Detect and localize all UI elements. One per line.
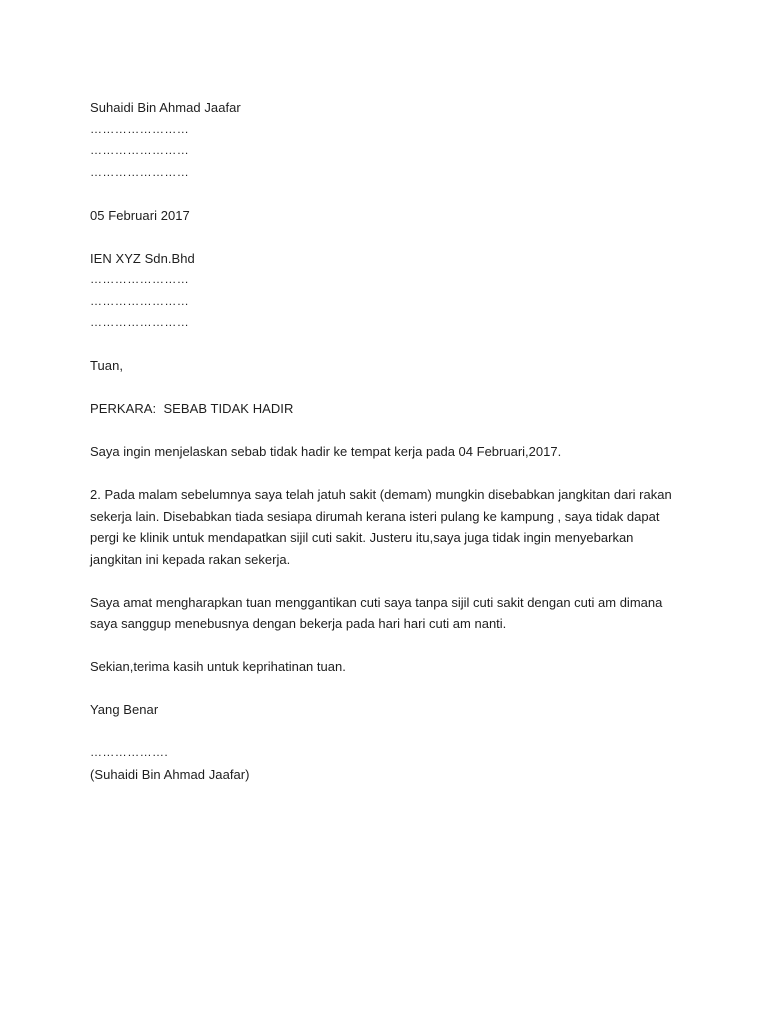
recipient-company: IEN XYZ Sdn.Bhd	[90, 250, 195, 266]
spacer	[90, 420, 710, 442]
closing: Yang Benar	[90, 702, 159, 717]
spacer	[90, 334, 710, 356]
sender-address-line-3: ……………………	[90, 164, 190, 179]
spacer	[90, 721, 710, 743]
spacer	[90, 463, 710, 485]
subject-line: PERKARA: SEBAB TIDAK HADIR	[90, 401, 294, 416]
letter-page	[90, 97, 710, 785]
spacer	[90, 570, 710, 592]
spacer	[90, 183, 710, 205]
signature-name: (Suhaidi Bin Ahmad Jaafar)	[90, 766, 250, 782]
recipient-address-line-3: ……………………	[90, 315, 190, 329]
spacer	[90, 226, 710, 248]
sender-address-line-2: ……………………	[90, 143, 190, 157]
salutation: Tuan,	[90, 358, 124, 373]
recipient-address-line-2: ……………………	[90, 293, 190, 308]
spacer	[90, 377, 710, 399]
spacer	[90, 635, 710, 657]
letter-date: 05 Februari 2017	[90, 207, 190, 223]
paragraph-1: Saya ingin menjelaskan sebab tidak hadir ke tempat kerja pada 04 Februari,2017.	[90, 444, 562, 459]
sender-name: Suhaidi Bin Ahmad Jaafar	[90, 100, 241, 115]
recipient-address-line-1: ……………………	[90, 272, 190, 286]
paragraph-4: Sekian,terima kasih untuk keprihatinan tuan.	[90, 659, 346, 674]
spacer	[90, 678, 710, 700]
signature-line: ……………….	[90, 745, 169, 759]
sender-address-line-1: ……………………	[90, 121, 190, 136]
paragraph-2: 2. Pada malam sebelumnya saya telah jatuh sakit (demam) mungkin disebabkan jangkitan dari rakan sekerja lain. Disebabkan tiada sesiapa dirumah kerana isteri pulang ke kampung , saya tidak dapat pergi ke klinik untuk mendapatkan sijil cuti sakit. Justeru itu,saya juga tidak ingin menyebarkan jangkitan ini kepada rakan sekerja.	[90, 487, 672, 567]
paragraph-3: Saya amat mengharapkan tuan menggantikan cuti saya tanpa sijil cuti sakit dengan cuti am dimana saya sanggup menebusnya dengan bekerja pada hari hari cuti am nanti.	[90, 594, 663, 631]
